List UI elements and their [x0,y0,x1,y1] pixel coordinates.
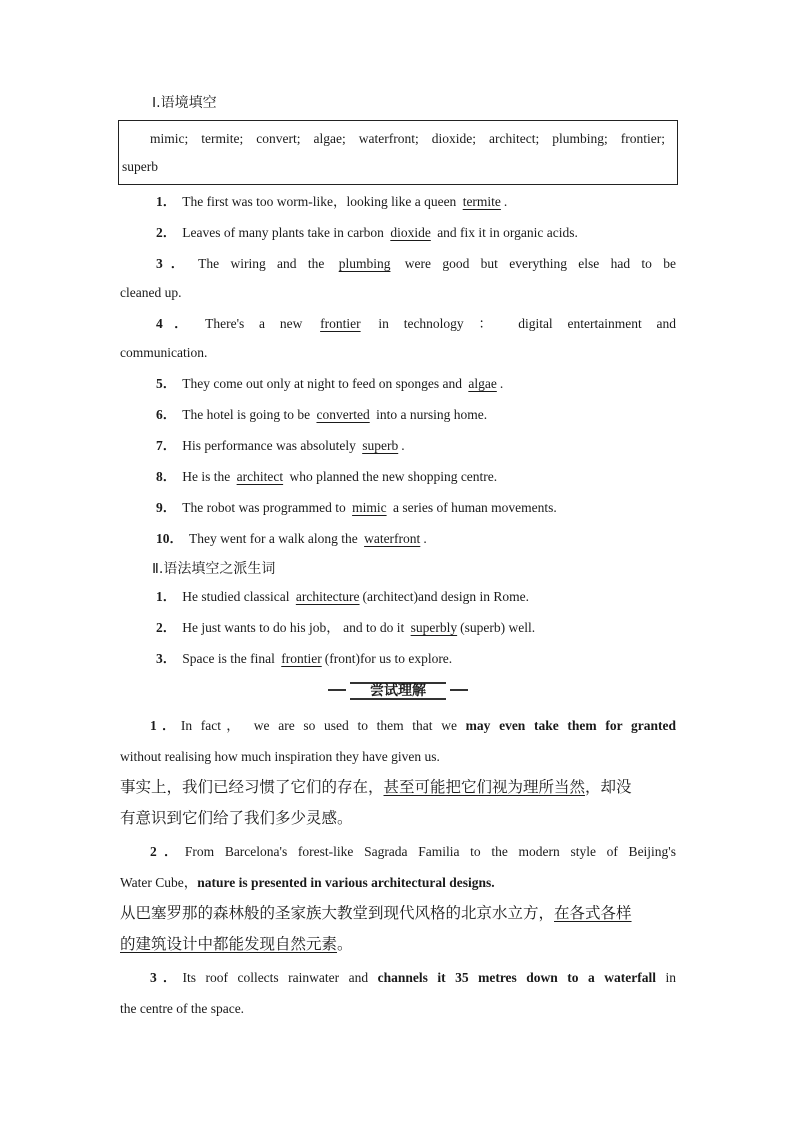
word-bank-line2: superb [122,159,158,174]
s3-sentence1-number: 1． [150,718,181,733]
section1-item-4 [120,309,676,339]
item-text: They come out only at night to feed on sponges and [182,376,466,391]
s3-sentence3-line1 [120,962,676,993]
answer-blank: architecture [295,589,360,604]
item-number: 9． [156,500,177,515]
answer-blank: dioxide [390,225,431,240]
item-text-after: (front)for us to explore. [324,651,453,666]
answer-blank: algae [468,376,497,391]
item-number: 1． [156,194,177,209]
s3-translation2-post: 。 [337,935,353,953]
s3-sentence3-bold: channels it 35 metres down to a waterfall [377,970,656,985]
item-text-after: were good but everything else had to be [393,256,676,271]
s3-translation1-answer: 甚至可能把它们视为理所当然 [383,778,586,796]
section1-item-1 [120,187,676,217]
s3-translation2-pre: 从巴塞罗那的森林般的圣家族大教堂到现代风格的北京水立方， [120,904,555,922]
s3-translation1-pre: 事实上，我们已经习惯了它们的存在， [120,778,384,796]
item-text-after: (architect)and design in Rome. [362,589,529,604]
section1-items [120,187,676,554]
section2-numeral: Ⅱ [152,562,159,577]
item-text-after: (superb) well. [460,620,536,635]
item-text-after: a series of human movements. [389,500,557,515]
item-number: 8． [156,469,177,484]
item-text: He is the [182,469,234,484]
s3-sentence3-line2: the centre of the space. [120,1001,245,1016]
item-number: 2． [156,620,177,635]
item-text: Leaves of many plants take in carbon [182,225,388,240]
word-bank-line1: mimic; termite; convert; algae; waterfront; dioxide; architect; plumbing; frontier; [150,131,665,146]
item-number: 3． [156,256,193,271]
item-text: He studied classical [182,589,293,604]
s3-sentence3-number: 3． [150,970,183,985]
item-text: Space is the final [182,651,279,666]
s3-sentence3-post: in [656,970,676,985]
answer-blank: termite [462,194,501,209]
s3-translation1-post: ，却没 [585,778,632,796]
word-bank-box [118,120,678,185]
item-text-after: . [503,194,508,209]
section1-item-3 [120,249,676,279]
s3-sentence2-line1 [120,836,676,867]
section2-item-1 [120,582,676,612]
item-number: 6． [156,407,177,422]
s3-sentence1-line2: without realising how much inspiration they have given us. [120,749,440,764]
answer-blank: waterfront [364,531,421,546]
item-number: 10． [156,531,183,546]
s3-translation2-answer1: 在各式各样 [554,904,632,922]
s3-translation2-answer2: 的建筑设计中都能发现自然元素 [120,935,338,953]
s3-sentence2-translation [120,898,676,960]
answer-blank: frontier [320,316,361,331]
section2-item-3 [120,644,676,674]
item-text: There's a new [205,316,318,331]
item-text-after: . [401,438,405,453]
item-text: The first was too worm-like，looking like a queen [182,194,460,209]
answer-blank: plumbing [338,256,391,271]
answer-blank: architect [236,469,284,484]
item-text-after: into a nursing home. [372,407,488,422]
answer-blank: frontier [281,651,322,666]
s3-sentence2-line2 [120,867,676,898]
section2-item-2 [120,613,676,643]
section2-heading [152,558,676,578]
answer-blank: converted [316,407,370,422]
s3-sentence2-pre: Water Cube， [120,875,198,890]
item-number: 2． [156,225,177,240]
s3-sentence2-text: From Barcelona's forest-like Sagrada Familia to the modern style of Beijing's [184,844,676,859]
item-text: The hotel is going to be [182,407,314,422]
item-number: 4． [156,316,200,331]
section1-item-6 [120,400,676,430]
section1-item-8 [120,462,676,492]
item-text: His performance was absolutely [182,438,360,453]
section1-item-9 [120,493,676,523]
item-text-after: who planned the new shopping centre. [286,469,498,484]
s3-sentence1-translation [120,772,676,834]
section1-title: .语境填空 [156,95,217,111]
item-text-after: in technology ： digital entertainment and [363,316,676,331]
section1-item-4-continued: communication. [120,345,208,360]
section1-item-3-continued: cleaned up. [120,285,182,300]
answer-blank: superb [362,438,399,453]
item-text-after: and fix it in organic acids. [433,225,578,240]
section1-item-5 [120,369,676,399]
section1-item-10 [120,524,676,554]
item-text: They went for a walk along the [189,531,362,546]
item-text: The robot was programmed to [182,500,350,515]
answer-blank: mimic [352,500,387,515]
s3-sentence1-text: In fact， we are so used to them that we [180,718,466,733]
item-number: 5． [156,376,177,391]
item-text: He just wants to do his job， and to do it [182,620,408,635]
try-understand-banner: 尝试理解 [350,682,446,700]
section2-items [120,582,676,674]
item-number: 3． [156,651,177,666]
s3-sentence2-number: 2． [150,844,185,859]
s3-sentence2-bold: nature is presented in various architectural designs. [197,875,495,890]
section1-item-2 [120,218,676,248]
section1-heading [152,92,676,112]
section1-numeral: Ⅰ [152,96,157,111]
s3-sentence3-text: Its roof collects rainwater and [182,970,378,985]
section1-item-7 [120,431,676,461]
item-text-after: . [423,531,427,546]
worksheet-page [120,92,676,1024]
item-text-after: . [499,376,504,391]
section2-title: .语法填空之派生词 [158,561,276,577]
answer-blank: superbly [410,620,458,635]
item-text: The wiring and the [198,256,336,271]
banner-row [120,682,676,700]
item-number: 7． [156,438,177,453]
s3-translation1-cont: 有意识到它们给了我们多少灵感。 [120,809,353,827]
item-number: 1． [156,589,177,604]
s3-sentence1-line1 [120,710,676,741]
s3-sentence1-bold: may even take them for granted [465,718,676,733]
